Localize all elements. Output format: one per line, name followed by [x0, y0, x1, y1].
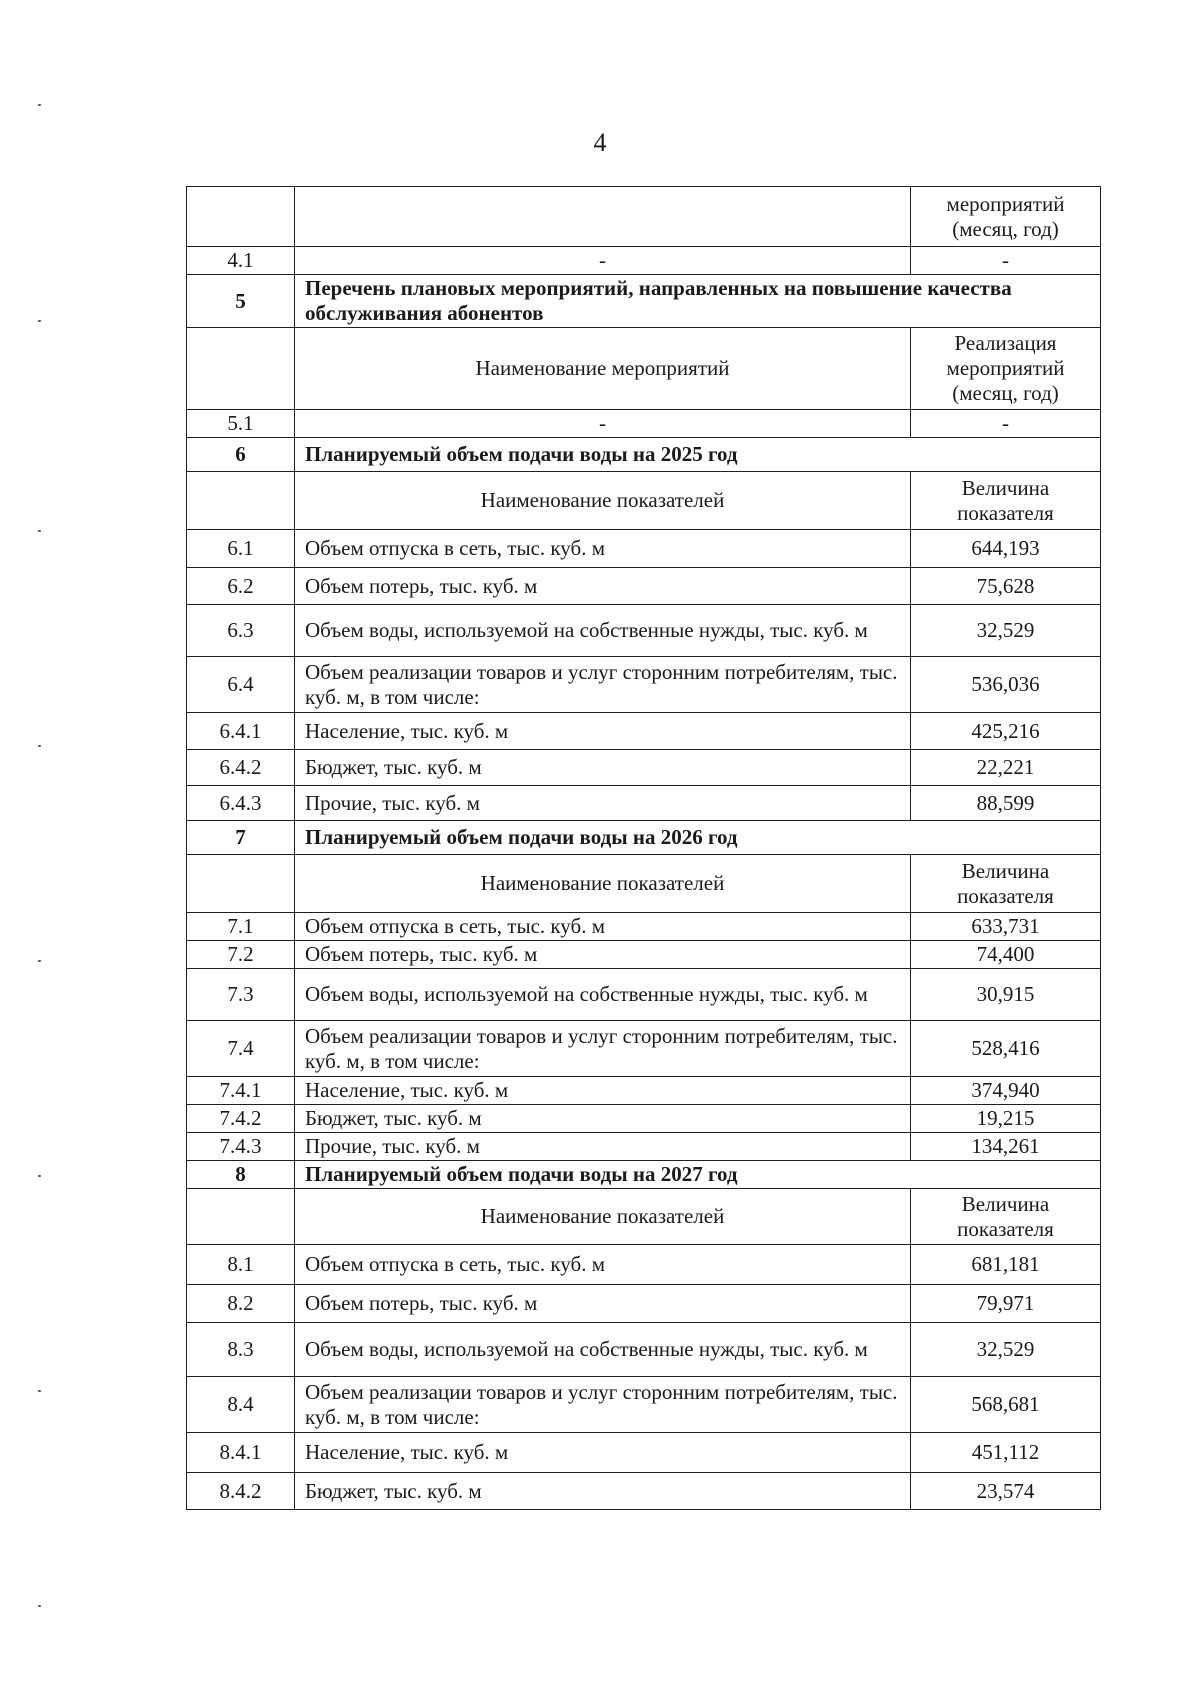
indicator-name: Прочие, тыс. куб. м: [295, 1133, 911, 1161]
scan-dot: [38, 745, 41, 747]
indicator-value: 536,036: [911, 657, 1101, 713]
indicator-name: Бюджет, тыс. куб. м: [295, 1105, 911, 1133]
row-number: 6: [187, 438, 295, 472]
indicator-value: 23,574: [911, 1473, 1101, 1510]
indicator-value: 134,261: [911, 1133, 1101, 1161]
indicator-name: Объем потерь, тыс. куб. м: [295, 1285, 911, 1323]
table-row: [187, 657, 1101, 713]
table-row: [187, 1285, 1101, 1323]
indicator-name: Объем реализации товаров и услуг сторонним потребителям, тыс. куб. м, в том числе:: [295, 657, 911, 713]
table-row: [187, 786, 1101, 821]
scan-dot: [38, 1175, 41, 1177]
section-title: Планируемый объем подачи воды на 2027 год: [295, 1161, 1101, 1189]
row-number: 8.4.2: [187, 1473, 295, 1510]
section-title: Планируемый объем подачи воды на 2026 год: [295, 821, 1101, 855]
section-title: Планируемый объем подачи воды на 2025 год: [295, 438, 1101, 472]
table-row: [187, 1245, 1101, 1285]
indicator-name: -: [295, 247, 911, 275]
indicator-name: Объем воды, используемой на собственные нужды, тыс. куб. м: [295, 605, 911, 657]
page-number: 4: [593, 128, 607, 157]
table-row: [187, 1133, 1101, 1161]
row-number: 8.4: [187, 1377, 295, 1433]
indicator-value: 425,216: [911, 713, 1101, 750]
indicator-value: 79,971: [911, 1285, 1101, 1323]
indicator-name: Наименование показателей: [295, 472, 911, 530]
row-number: 5: [187, 275, 295, 328]
indicator-name: Наименование показателей: [295, 1189, 911, 1245]
row-number: 6.4.1: [187, 713, 295, 750]
indicator-name: Объем воды, используемой на собственные нужды, тыс. куб. м: [295, 969, 911, 1021]
section-header-row: [187, 821, 1101, 855]
row-number: [187, 187, 295, 247]
indicator-name: Объем потерь, тыс. куб. м: [295, 568, 911, 605]
indicator-name: Объем воды, используемой на собственные нужды, тыс. куб. м: [295, 1323, 911, 1377]
indicator-value: 451,112: [911, 1433, 1101, 1473]
indicator-name: Наименование мероприятий: [295, 328, 911, 410]
indicator-name: Прочие, тыс. куб. м: [295, 786, 911, 821]
row-number: 8.1: [187, 1245, 295, 1285]
indicator-name: Объем потерь, тыс. куб. м: [295, 941, 911, 969]
table-row: [187, 1021, 1101, 1077]
indicator-value: Реализация мероприятий (месяц, год): [911, 328, 1101, 410]
section-header-row: [187, 1161, 1101, 1189]
row-number: [187, 855, 295, 913]
indicator-value: 681,181: [911, 1245, 1101, 1285]
row-number: 8.3: [187, 1323, 295, 1377]
indicator-value: 374,940: [911, 1077, 1101, 1105]
row-number: 8: [187, 1161, 295, 1189]
table-row: [187, 1473, 1101, 1510]
indicator-value: 568,681: [911, 1377, 1101, 1433]
row-number: 6.4: [187, 657, 295, 713]
row-number: 7: [187, 821, 295, 855]
table-row: [187, 187, 1101, 247]
table-row: [187, 855, 1101, 913]
scan-dot: [38, 1605, 41, 1607]
table-row: [187, 472, 1101, 530]
row-number: 7.4.1: [187, 1077, 295, 1105]
indicator-name: Объем отпуска в сеть, тыс. куб. м: [295, 530, 911, 568]
table-row: [187, 1105, 1101, 1133]
indicator-value: 644,193: [911, 530, 1101, 568]
indicator-name: Население, тыс. куб. м: [295, 1433, 911, 1473]
water-supply-table: [186, 186, 1101, 1510]
row-number: [187, 472, 295, 530]
table-row: [187, 1433, 1101, 1473]
table-row: [187, 1377, 1101, 1433]
row-number: 8.2: [187, 1285, 295, 1323]
scan-dot: [38, 960, 41, 962]
table-row: [187, 247, 1101, 275]
indicator-name: -: [295, 410, 911, 438]
row-number: 7.4.2: [187, 1105, 295, 1133]
row-number: [187, 328, 295, 410]
indicator-value: 32,529: [911, 1323, 1101, 1377]
table-row: [187, 750, 1101, 786]
table-row: [187, 328, 1101, 410]
indicator-name: Бюджет, тыс. куб. м: [295, 750, 911, 786]
row-number: 7.1: [187, 913, 295, 941]
indicator-value: 32,529: [911, 605, 1101, 657]
table-body: [187, 187, 1101, 1510]
indicator-value: 75,628: [911, 568, 1101, 605]
row-number: 7.4.3: [187, 1133, 295, 1161]
indicator-value: Величина показателя: [911, 1189, 1101, 1245]
table-row: [187, 568, 1101, 605]
row-number: 7.2: [187, 941, 295, 969]
table-row: [187, 969, 1101, 1021]
section-title: Перечень плановых мероприятий, направленных на повышение качества обслуживания абонентов: [295, 275, 1101, 328]
section-header-row: [187, 438, 1101, 472]
indicator-value: Величина показателя: [911, 472, 1101, 530]
row-number: 6.3: [187, 605, 295, 657]
table-row: [187, 605, 1101, 657]
scan-dot: [38, 530, 41, 532]
row-number: 6.2: [187, 568, 295, 605]
table-row: [187, 1077, 1101, 1105]
row-number: 5.1: [187, 410, 295, 438]
table-row: [187, 913, 1101, 941]
scan-dot: [38, 320, 41, 322]
table-row: [187, 1189, 1101, 1245]
row-number: 6.4.3: [187, 786, 295, 821]
indicator-value: 19,215: [911, 1105, 1101, 1133]
table-row: [187, 530, 1101, 568]
indicator-value: 633,731: [911, 913, 1101, 941]
indicator-value: 22,221: [911, 750, 1101, 786]
indicator-value: 528,416: [911, 1021, 1101, 1077]
row-number: 4.1: [187, 247, 295, 275]
row-number: 7.3: [187, 969, 295, 1021]
table-row: [187, 1323, 1101, 1377]
table-row: [187, 941, 1101, 969]
indicator-value: Величина показателя: [911, 855, 1101, 913]
indicator-value: -: [911, 410, 1101, 438]
indicator-value: -: [911, 247, 1101, 275]
indicator-value: мероприятий (месяц, год): [911, 187, 1101, 247]
row-number: 7.4: [187, 1021, 295, 1077]
row-number: 6.4.2: [187, 750, 295, 786]
indicator-name: Наименование показателей: [295, 855, 911, 913]
scan-dot: [38, 104, 41, 106]
indicator-name: Объем отпуска в сеть, тыс. куб. м: [295, 1245, 911, 1285]
row-number: [187, 1189, 295, 1245]
indicator-name: Население, тыс. куб. м: [295, 1077, 911, 1105]
indicator-name: Бюджет, тыс. куб. м: [295, 1473, 911, 1510]
indicator-value: 74,400: [911, 941, 1101, 969]
indicator-name: Население, тыс. куб. м: [295, 713, 911, 750]
indicator-name: Объем реализации товаров и услуг сторонним потребителям, тыс. куб. м, в том числе:: [295, 1377, 911, 1433]
table-row: [187, 713, 1101, 750]
indicator-value: 30,915: [911, 969, 1101, 1021]
scan-dot: [38, 1390, 41, 1392]
indicator-name: Объем отпуска в сеть, тыс. куб. м: [295, 913, 911, 941]
indicator-value: 88,599: [911, 786, 1101, 821]
indicator-name: Объем реализации товаров и услуг сторонним потребителям, тыс. куб. м, в том числе:: [295, 1021, 911, 1077]
indicator-name: [295, 187, 911, 247]
table-row: [187, 410, 1101, 438]
row-number: 8.4.1: [187, 1433, 295, 1473]
section-header-row: [187, 275, 1101, 328]
row-number: 6.1: [187, 530, 295, 568]
